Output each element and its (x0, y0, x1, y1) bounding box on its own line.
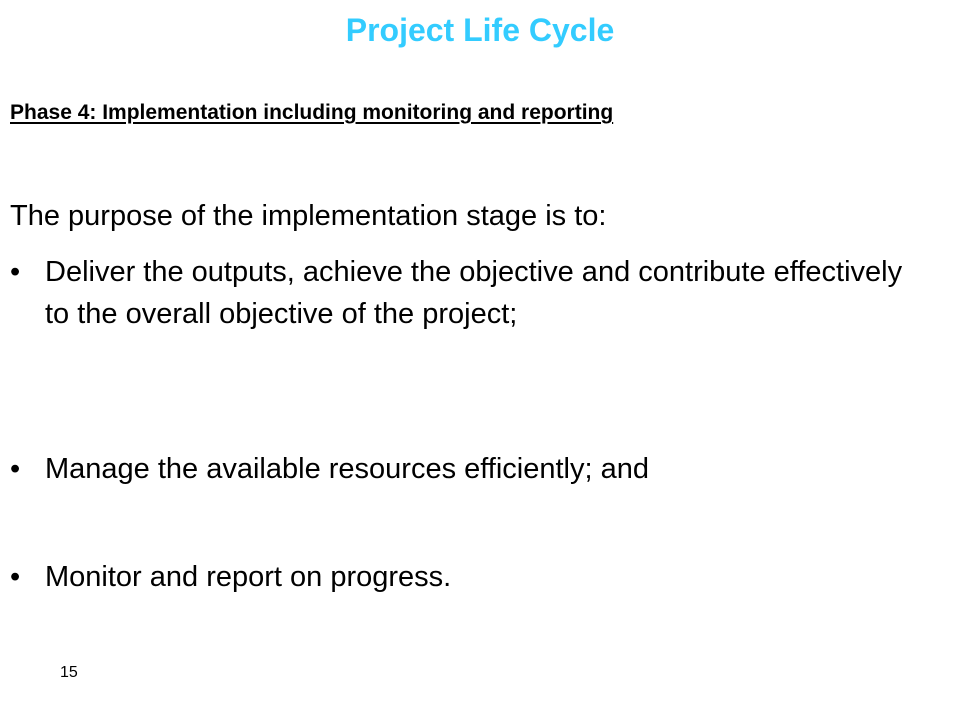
slide-title: Project Life Cycle (345, 12, 615, 48)
bullet-item-outputs (10, 251, 920, 335)
bullet-point-icon: • (10, 453, 21, 485)
bullet-text-monitor: Monitor and report on progress. (45, 561, 452, 593)
slide-subtitle: Phase 4: Implementation including monitoring and reporting (10, 101, 614, 124)
bullet-item-monitor (10, 556, 920, 598)
intro-text: The purpose of the implementation stage is to: (10, 200, 607, 232)
bullet-item-resources (10, 448, 920, 490)
bullet-point-icon: • (10, 561, 21, 593)
bullet-text-resources: Manage the available resources efficiently; and (45, 453, 650, 485)
bullet-point-icon: • (10, 256, 21, 288)
bullet-text-outputs: Deliver the outputs, achieve the objective and contribute effectively to the overall objective of the project; (45, 256, 903, 330)
page-number: 15 (60, 664, 78, 681)
